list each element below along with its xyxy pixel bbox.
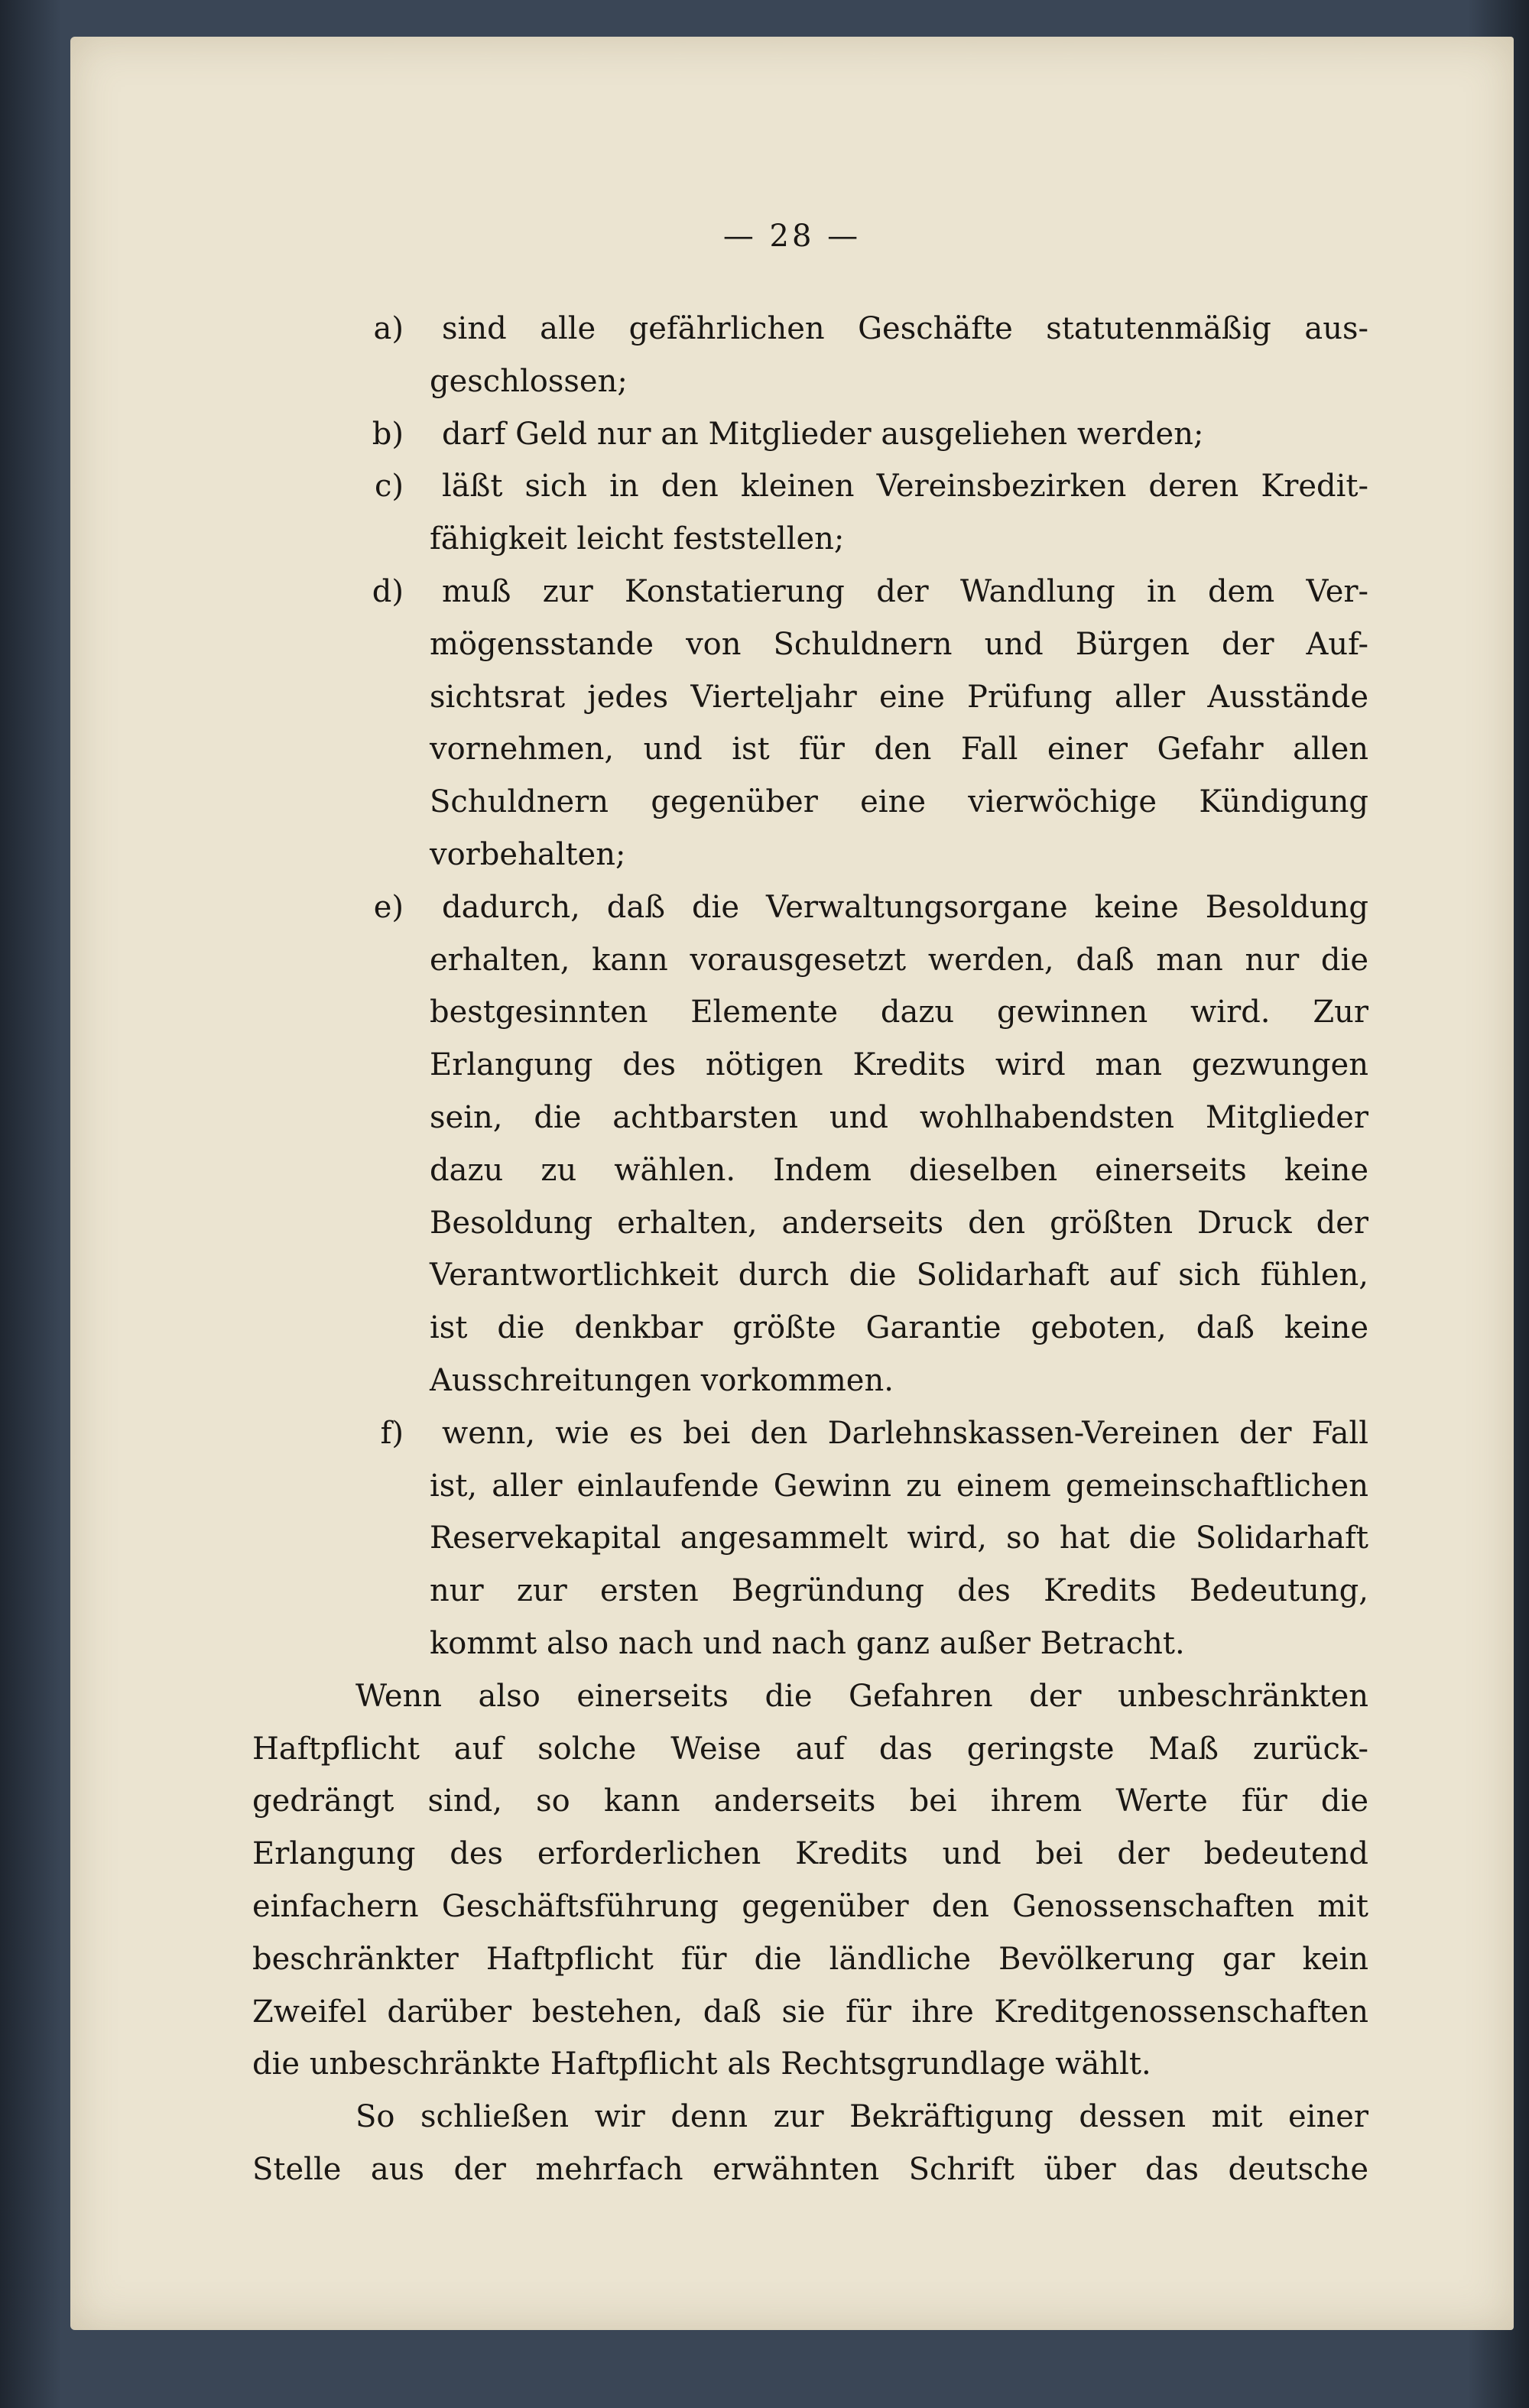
text-line: Besoldung erhalten, anderseits den größten Druck der (430, 1205, 1368, 1241)
list-item-label: d) (372, 574, 404, 609)
text-line: vornehmen, und ist für den Fall einer Gefahr allen (430, 732, 1368, 768)
text-line: sein, die achtbarsten und wohlhabendsten Mitglieder (430, 1100, 1368, 1135)
text-line: erhalten, kann vorausgesetzt werden, daß man nur die (430, 942, 1368, 978)
text-line: darf Geld nur an Mitglieder ausgeliehen werden; (442, 416, 1204, 452)
text-line: Erlangung des erforderlichen Kredits und bei der bedeutend (252, 1836, 1368, 1872)
text-line: fähigkeit leicht feststellen; (430, 521, 845, 557)
text-line: läßt sich in den kleinen Vereinsbezirken deren Kredit- (442, 469, 1368, 505)
text-line: sind alle gefährlichen Geschäfte statutenmäßig aus- (442, 311, 1368, 346)
text-line: Wenn also einerseits die Gefahren der unbeschränkten (355, 1678, 1368, 1714)
list-item-label: c) (374, 469, 404, 505)
text-line: kommt also nach und nach ganz außer Betracht. (430, 1626, 1185, 1661)
text-line: wenn, wie es bei den Darlehnskassen-Vereinen der Fall (442, 1415, 1368, 1451)
text-line: gedrängt sind, so kann anderseits bei ihrem Werte für die (252, 1783, 1368, 1819)
list-item-label: f) (380, 1415, 404, 1451)
text-line: dazu zu wählen. Indem dieselben einerseits keine (430, 1152, 1368, 1188)
text-line: So schließen wir denn zur Bekräftigung dessen mit einer (355, 2099, 1368, 2135)
list-item-label: e) (373, 889, 404, 925)
text-line: nur zur ersten Begründung des Kredits Bedeutung, (430, 1573, 1368, 1609)
text-line: mögensstande von Schuldnern und Bürgen der Auf- (430, 626, 1368, 662)
list-item-label: a) (373, 311, 404, 346)
text-line: Stelle aus der mehrfach erwähnten Schrift über das deutsche (252, 2152, 1368, 2187)
text-line: Erlangung des nötigen Kredits wird man gezwungen (430, 1047, 1368, 1083)
list-item-label: b) (372, 416, 404, 452)
text-line: Schuldnern gegenüber eine vierwöchige Kündigung (430, 784, 1368, 820)
text-line: Verantwortlichkeit durch die Solidarhaft auf sich fühlen, (430, 1258, 1368, 1293)
text-line: sichtsrat jedes Vierteljahr eine Prüfung aller Ausstände (430, 679, 1368, 715)
page-number: — 28 — (722, 219, 862, 254)
text-line: geschlossen; (430, 363, 628, 399)
text-line: ist, aller einlaufende Gewinn zu einem gemeinschaftlichen (430, 1468, 1368, 1504)
text-line: dadurch, daß die Verwaltungsorgane keine Besoldung (442, 889, 1368, 925)
text-line: einfachern Geschäftsführung gegenüber den Genossenschaften mit (252, 1889, 1368, 1924)
text-line: muß zur Konstatierung der Wandlung in dem Ver- (442, 574, 1368, 609)
text-line: beschränkter Haftpflicht für die ländliche Bevölkerung gar kein (252, 1941, 1368, 1977)
text-line: bestgesinnten Elemente dazu gewinnen wird. Zur (430, 995, 1368, 1030)
text-line: ist die denkbar größte Garantie geboten, daß keine (430, 1310, 1368, 1346)
book-page (70, 37, 1514, 2330)
text-line: die unbeschränkte Haftpflicht als Rechtsgrundlage wählt. (252, 2046, 1151, 2082)
text-line: Zweifel darüber bestehen, daß sie für ihre Kreditgenossenschaften (252, 1994, 1368, 2030)
text-line: vorbehalten; (430, 837, 626, 872)
text-line: Haftpflicht auf solche Weise auf das geringste Maß zurück- (252, 1731, 1368, 1767)
text-line: Ausschreitungen vorkommen. (430, 1363, 894, 1398)
text-line: Reservekapital angesammelt wird, so hat die Solidarhaft (430, 1520, 1368, 1556)
